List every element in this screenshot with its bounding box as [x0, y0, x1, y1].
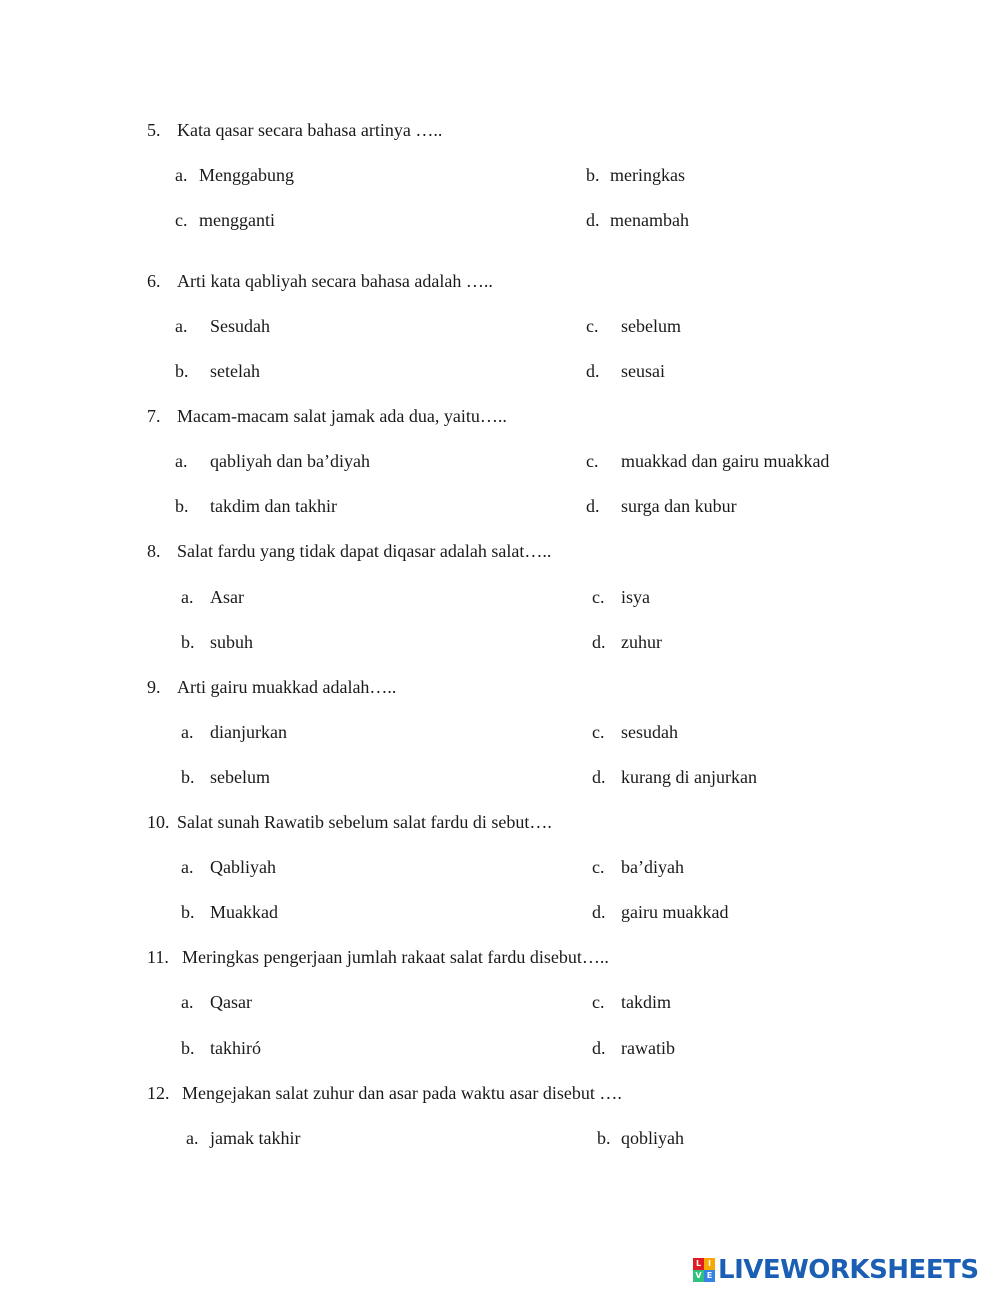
option-11a[interactable] — [181, 991, 252, 1013]
question-11 — [147, 946, 609, 968]
option-letter: a. — [181, 857, 194, 877]
question-number: 12. — [147, 1083, 170, 1103]
option-text: muakkad dan gairu muakkad — [621, 451, 830, 471]
question-text: Salat sunah Rawatib sebelum salat fardu di sebut…. — [177, 812, 552, 832]
option-letter: c. — [592, 857, 605, 877]
option-text: Qabliyah — [210, 857, 276, 877]
option-7b[interactable] — [175, 495, 337, 517]
question-5 — [147, 119, 442, 141]
question-7 — [147, 405, 507, 427]
option-text: Muakkad — [210, 902, 278, 922]
option-text: sebelum — [621, 316, 681, 336]
option-11d[interactable] — [592, 1037, 675, 1059]
option-letter: b. — [181, 902, 195, 922]
option-7c[interactable] — [586, 450, 829, 472]
option-9d[interactable] — [592, 766, 757, 788]
option-letter: b. — [181, 1038, 195, 1058]
question-number: 7. — [147, 406, 161, 426]
logo-mark-letter: I — [704, 1258, 715, 1270]
option-text: meringkas — [610, 165, 685, 185]
logo-mark-letter: V — [693, 1270, 704, 1282]
option-7d[interactable] — [586, 495, 737, 517]
option-letter: c. — [592, 722, 605, 742]
option-letter: b. — [597, 1128, 611, 1148]
question-number: 11. — [147, 947, 169, 967]
option-letter: b. — [175, 361, 189, 381]
option-letter: a. — [181, 722, 194, 742]
option-8a[interactable] — [181, 586, 244, 608]
logo-mark-icon — [693, 1258, 715, 1282]
option-letter: b. — [175, 496, 189, 516]
option-text: sesudah — [621, 722, 678, 742]
option-text: Qasar — [210, 992, 252, 1012]
option-letter: a. — [175, 165, 188, 185]
option-6d[interactable] — [586, 360, 665, 382]
option-letter: b. — [181, 767, 195, 787]
option-8b[interactable] — [181, 631, 253, 653]
question-text: Meringkas pengerjaan jumlah rakaat salat fardu disebut….. — [182, 947, 609, 967]
option-letter: d. — [592, 1038, 606, 1058]
option-12b[interactable] — [597, 1127, 684, 1149]
option-letter: d. — [592, 902, 606, 922]
question-number: 6. — [147, 271, 161, 291]
option-6b[interactable] — [175, 360, 260, 382]
option-text: qabliyah dan ba’diyah — [210, 451, 370, 471]
option-11c[interactable] — [592, 991, 671, 1013]
option-6a[interactable] — [175, 315, 270, 337]
option-10b[interactable] — [181, 901, 278, 923]
option-text: takdim — [621, 992, 671, 1012]
question-text: Mengejakan salat zuhur dan asar pada waktu asar disebut …. — [182, 1083, 622, 1103]
option-text: Menggabung — [199, 165, 294, 185]
question-text: Salat fardu yang tidak dapat diqasar adalah salat….. — [177, 541, 552, 561]
option-5c[interactable] — [175, 209, 275, 231]
option-letter: d. — [592, 632, 606, 652]
question-number: 5. — [147, 120, 161, 140]
option-text: setelah — [210, 361, 260, 381]
question-8 — [147, 540, 551, 562]
option-text: ba’diyah — [621, 857, 684, 877]
option-10d[interactable] — [592, 901, 728, 923]
logo-mark-letter: E — [704, 1270, 715, 1282]
question-6 — [147, 270, 493, 292]
option-letter: c. — [592, 992, 605, 1012]
option-text: mengganti — [199, 210, 275, 230]
option-text: jamak takhir — [210, 1128, 301, 1148]
option-letter: c. — [592, 587, 605, 607]
option-text: qobliyah — [621, 1128, 684, 1148]
question-number: 9. — [147, 677, 161, 697]
logo-text: LIVEWORKSHEETS — [718, 1255, 979, 1285]
option-9c[interactable] — [592, 721, 678, 743]
option-letter: d. — [586, 361, 600, 381]
option-11b[interactable] — [181, 1037, 261, 1059]
option-6c[interactable] — [586, 315, 681, 337]
option-10a[interactable] — [181, 856, 276, 878]
option-text: sebelum — [210, 767, 270, 787]
option-5a[interactable] — [175, 164, 294, 186]
option-text: seusai — [621, 361, 665, 381]
option-12a[interactable] — [186, 1127, 300, 1149]
option-letter: a. — [186, 1128, 199, 1148]
question-number: 8. — [147, 541, 161, 561]
option-9a[interactable] — [181, 721, 287, 743]
option-text: subuh — [210, 632, 254, 652]
liveworksheets-logo — [693, 1256, 979, 1284]
option-text: kurang di anjurkan — [621, 767, 757, 787]
option-letter: c. — [175, 210, 188, 230]
option-10c[interactable] — [592, 856, 684, 878]
option-text: isya — [621, 587, 650, 607]
logo-mark-letter: L — [693, 1258, 704, 1270]
option-text: takhiró — [210, 1038, 261, 1058]
option-letter: d. — [592, 767, 606, 787]
option-letter: a. — [181, 992, 194, 1012]
question-12 — [147, 1082, 622, 1104]
option-5b[interactable] — [586, 164, 685, 186]
option-5d[interactable] — [586, 209, 689, 231]
option-text: surga dan kubur — [621, 496, 737, 516]
option-8c[interactable] — [592, 586, 650, 608]
option-letter: a. — [175, 451, 188, 471]
option-text: Asar — [210, 587, 244, 607]
option-letter: c. — [586, 316, 599, 336]
question-text: Macam-macam salat jamak ada dua, yaitu….. — [177, 406, 507, 426]
question-text: Arti gairu muakkad adalah….. — [177, 677, 397, 697]
option-text: Sesudah — [210, 316, 270, 336]
question-text: Arti kata qabliyah secara bahasa adalah ….. — [177, 271, 493, 291]
option-7a[interactable] — [175, 450, 370, 472]
question-number: 10. — [147, 812, 170, 832]
option-letter: b. — [181, 632, 195, 652]
option-text: takdim dan takhir — [210, 496, 337, 516]
option-letter: c. — [586, 451, 599, 471]
option-letter: a. — [175, 316, 188, 336]
option-letter: d. — [586, 210, 600, 230]
question-10 — [147, 811, 552, 833]
option-8d[interactable] — [592, 631, 662, 653]
option-text: zuhur — [621, 632, 662, 652]
option-text: rawatib — [621, 1038, 675, 1058]
question-9 — [147, 676, 396, 698]
option-letter: a. — [181, 587, 194, 607]
option-letter: d. — [586, 496, 600, 516]
question-text: Kata qasar secara bahasa artinya ….. — [177, 120, 443, 140]
option-text: menambah — [610, 210, 689, 230]
option-text: gairu muakkad — [621, 902, 729, 922]
option-letter: b. — [586, 165, 600, 185]
option-9b[interactable] — [181, 766, 270, 788]
option-text: dianjurkan — [210, 722, 287, 742]
